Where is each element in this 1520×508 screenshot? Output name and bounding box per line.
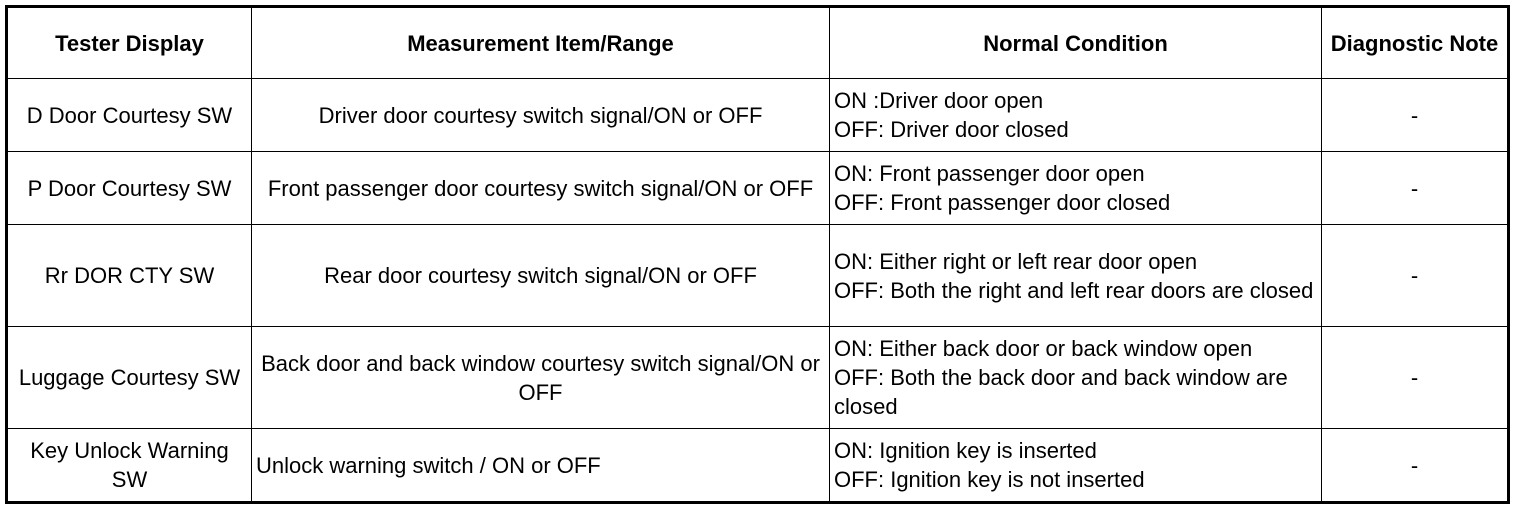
- header-tester-display: Tester Display: [7, 7, 252, 79]
- diagnostic-note-cell: -: [1322, 152, 1509, 225]
- header-diagnostic-note: Diagnostic Note: [1322, 7, 1509, 79]
- normal-condition-cell: [830, 225, 1322, 327]
- diagnostic-note-cell: -: [1322, 327, 1509, 429]
- measurement-cell: Rear door courtesy switch signal/ON or OFF: [252, 225, 830, 327]
- normal-condition-cell: [830, 327, 1322, 429]
- measurement-cell: Unlock warning switch / ON or OFF: [252, 429, 830, 503]
- normal-off-text: OFF: Ignition key is not inserted: [834, 467, 1145, 492]
- normal-condition-cell: [830, 152, 1322, 225]
- tester-display-cell: Luggage Courtesy SW: [7, 327, 252, 429]
- table-row: [7, 79, 1509, 152]
- normal-on-text: ON: Front passenger door open: [834, 161, 1145, 186]
- normal-condition-cell: [830, 79, 1322, 152]
- tester-display-cell: Rr DOR CTY SW: [7, 225, 252, 327]
- normal-off-text: OFF: Both the back door and back window are closed: [834, 365, 1288, 419]
- table-row: [7, 327, 1509, 429]
- measurement-cell: Driver door courtesy switch signal/ON or OFF: [252, 79, 830, 152]
- header-measurement: Measurement Item/Range: [252, 7, 830, 79]
- table-row: [7, 225, 1509, 327]
- table-row: [7, 152, 1509, 225]
- normal-on-text: ON: Ignition key is inserted: [834, 438, 1097, 463]
- tester-display-cell: D Door Courtesy SW: [7, 79, 252, 152]
- diagnostic-table: [5, 5, 1510, 504]
- header-normal-condition: Normal Condition: [830, 7, 1322, 79]
- normal-off-text: OFF: Driver door closed: [834, 117, 1069, 142]
- normal-off-text: OFF: Front passenger door closed: [834, 190, 1171, 215]
- normal-on-text: ON: Either back door or back window open: [834, 336, 1253, 361]
- tester-display-cell: P Door Courtesy SW: [7, 152, 252, 225]
- normal-condition-cell: [830, 429, 1322, 503]
- diagnostic-note-cell: -: [1322, 225, 1509, 327]
- table-row: [7, 429, 1509, 503]
- normal-on-text: ON :Driver door open: [834, 88, 1044, 113]
- normal-on-text: ON: Either right or left rear door open: [834, 248, 1198, 274]
- normal-off-text: OFF: Both the right and left rear doors are closed: [834, 277, 1314, 303]
- table-header-row: [7, 7, 1509, 79]
- tester-display-cell: Key Unlock Warning SW: [7, 429, 252, 503]
- diagnostic-note-cell: -: [1322, 429, 1509, 503]
- diagnostic-note-cell: -: [1322, 79, 1509, 152]
- measurement-cell: Front passenger door courtesy switch signal/ON or OFF: [252, 152, 830, 225]
- measurement-cell: Back door and back window courtesy switch signal/ON or OFF: [252, 327, 830, 429]
